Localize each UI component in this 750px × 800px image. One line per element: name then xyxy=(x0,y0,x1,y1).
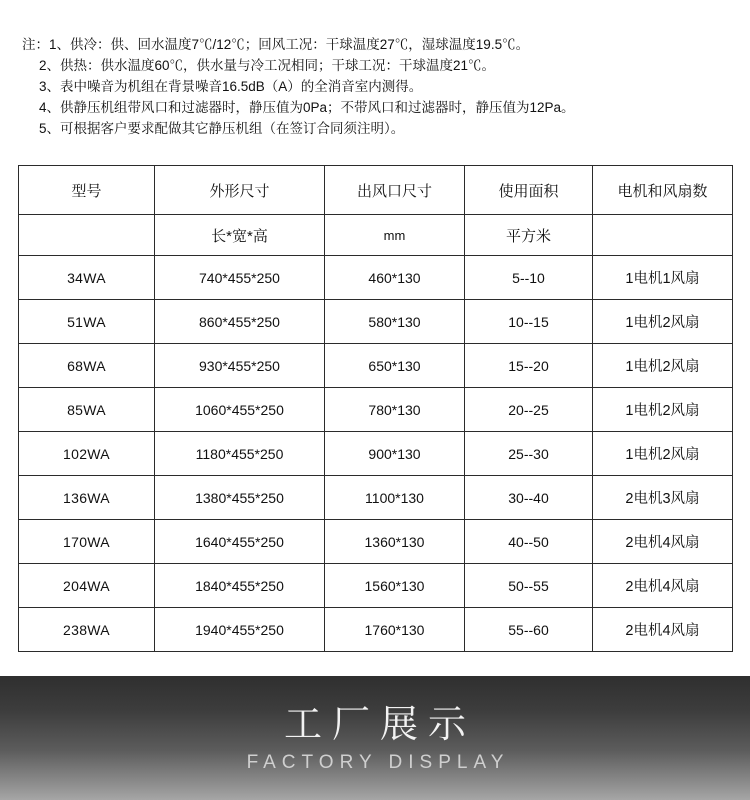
cell-area: 25--30 xyxy=(465,432,593,476)
cell-area: 15--20 xyxy=(465,344,593,388)
spec-table xyxy=(18,165,733,652)
cell-area: 55--60 xyxy=(465,608,593,652)
notes-block xyxy=(0,0,750,139)
cell-area: 40--50 xyxy=(465,520,593,564)
header-model: 型号 xyxy=(19,166,155,215)
banner-title-cn: 工厂展示 xyxy=(283,704,476,746)
cell-motor: 2电机4风扇 xyxy=(593,520,733,564)
cell-dimension: 1640*455*250 xyxy=(155,520,325,564)
cell-motor: 1电机2风扇 xyxy=(593,300,733,344)
table-row xyxy=(19,520,733,564)
cell-motor: 2电机3风扇 xyxy=(593,476,733,520)
cell-dimension: 1060*455*250 xyxy=(155,388,325,432)
header-outlet: 出风口尺寸 xyxy=(325,166,465,215)
header-area: 使用面积 xyxy=(465,166,593,215)
cell-motor: 1电机2风扇 xyxy=(593,344,733,388)
cell-outlet: 1100*130 xyxy=(325,476,465,520)
cell-motor: 2电机4风扇 xyxy=(593,564,733,608)
note-line-4: 4、供静压机组带风口和过滤器时，静压值为0Pa；不带风口和过滤器时，静压值为12Pa。 xyxy=(39,100,575,115)
table-body xyxy=(19,215,733,652)
cell-area: 50--55 xyxy=(465,564,593,608)
table-row xyxy=(19,476,733,520)
banner-title-en: FACTORY DISPLAY xyxy=(246,752,510,773)
cell-outlet: 780*130 xyxy=(325,388,465,432)
cell-outlet: 1760*130 xyxy=(325,608,465,652)
cell-outlet: 580*130 xyxy=(325,300,465,344)
cell-outlet: 650*130 xyxy=(325,344,465,388)
note-line-1: 注：1、供冷：供、回水温度7℃/12℃；回风工况：干球温度27℃，湿球温度19.5℃。 xyxy=(22,37,530,52)
cell-area: 10--15 xyxy=(465,300,593,344)
table-row xyxy=(19,344,733,388)
cell-dimension: 1380*455*250 xyxy=(155,476,325,520)
unit-dimension: 长*宽*高 xyxy=(155,215,325,256)
factory-display-banner xyxy=(0,676,750,800)
cell-motor: 1电机2风扇 xyxy=(593,388,733,432)
header-dimension: 外形尺寸 xyxy=(155,166,325,215)
cell-model: 85WA xyxy=(19,388,155,432)
cell-dimension: 860*455*250 xyxy=(155,300,325,344)
table-row xyxy=(19,608,733,652)
cell-motor: 1电机1风扇 xyxy=(593,256,733,300)
note-line-2: 2、供热：供水温度60℃，供水量与冷工况相同；干球工况：干球温度21℃。 xyxy=(39,58,496,73)
cell-model: 170WA xyxy=(19,520,155,564)
unit-outlet: mm xyxy=(325,215,465,256)
note-line-3: 3、表中噪音为机组在背景噪音16.5dB（A）的全消音室内测得。 xyxy=(39,79,423,94)
table-row xyxy=(19,432,733,476)
table-row xyxy=(19,300,733,344)
cell-model: 102WA xyxy=(19,432,155,476)
cell-motor: 1电机2风扇 xyxy=(593,432,733,476)
cell-outlet: 460*130 xyxy=(325,256,465,300)
cell-area: 5--10 xyxy=(465,256,593,300)
cell-outlet: 1360*130 xyxy=(325,520,465,564)
table-row xyxy=(19,388,733,432)
cell-model: 238WA xyxy=(19,608,155,652)
unit-model xyxy=(19,215,155,256)
cell-model: 34WA xyxy=(19,256,155,300)
cell-model: 204WA xyxy=(19,564,155,608)
cell-area: 20--25 xyxy=(465,388,593,432)
table-header-row xyxy=(19,166,733,215)
cell-motor: 2电机4风扇 xyxy=(593,608,733,652)
table-units-row xyxy=(19,215,733,256)
table-header xyxy=(19,166,733,215)
cell-dimension: 930*455*250 xyxy=(155,344,325,388)
cell-dimension: 740*455*250 xyxy=(155,256,325,300)
cell-model: 136WA xyxy=(19,476,155,520)
table-row xyxy=(19,256,733,300)
cell-dimension: 1180*455*250 xyxy=(155,432,325,476)
unit-motor xyxy=(593,215,733,256)
header-motor: 电机和风扇数 xyxy=(593,166,733,215)
unit-area: 平方米 xyxy=(465,215,593,256)
cell-dimension: 1940*455*250 xyxy=(155,608,325,652)
cell-dimension: 1840*455*250 xyxy=(155,564,325,608)
cell-outlet: 1560*130 xyxy=(325,564,465,608)
cell-model: 68WA xyxy=(19,344,155,388)
spec-table-wrapper xyxy=(18,165,732,652)
table-row xyxy=(19,564,733,608)
cell-outlet: 900*130 xyxy=(325,432,465,476)
cell-area: 30--40 xyxy=(465,476,593,520)
cell-model: 51WA xyxy=(19,300,155,344)
note-line-5: 5、可根据客户要求配做其它静压机组（在签订合同须注明）。 xyxy=(39,121,405,136)
